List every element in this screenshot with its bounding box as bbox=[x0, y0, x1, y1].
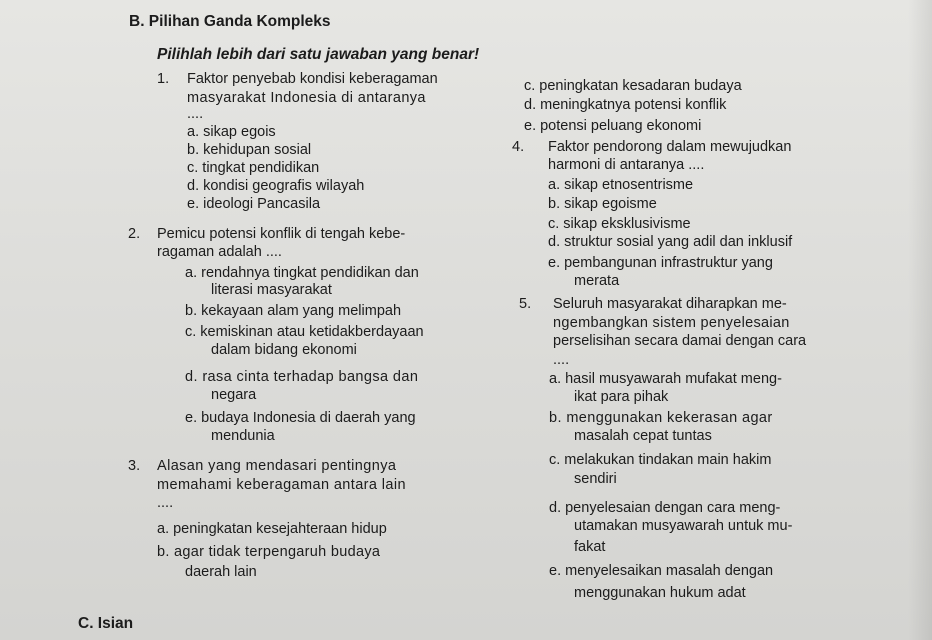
section-c-title: C. Isian bbox=[78, 615, 134, 632]
q1-stem-line2: masyarakat Indonesia di antaranya bbox=[187, 90, 426, 106]
q1-option-b: b. kehidupan sosial bbox=[187, 142, 312, 158]
q5-number: 5. bbox=[519, 296, 532, 312]
q2-option-c-line2: dalam bidang ekonomi bbox=[211, 342, 357, 358]
q4-stem-line2: harmoni di antaranya .... bbox=[548, 157, 705, 173]
q5-option-c-line2: sendiri bbox=[574, 471, 617, 487]
q5-stem-line2: ngembangkan sistem penyelesaian bbox=[553, 315, 790, 331]
q3-option-a: a. peningkatan kesejahteraan hidup bbox=[157, 521, 387, 537]
q4-option-e-line1: e. pembangunan infrastruktur yang bbox=[548, 255, 773, 271]
q2-option-a-line1: a. rendahnya tingkat pendidikan dan bbox=[185, 265, 419, 281]
q2-option-e-line2: mendunia bbox=[211, 428, 275, 444]
q1-stem-line3: .... bbox=[187, 106, 204, 122]
q2-number: 2. bbox=[128, 226, 141, 242]
q4-stem-line1: Faktor pendorong dalam mewujudkan bbox=[548, 139, 792, 155]
q5-stem-line4: .... bbox=[553, 352, 570, 368]
q5-stem-line1: Seluruh masyarakat diharapkan me- bbox=[553, 296, 787, 312]
section-b-instruction: Pilihlah lebih dari satu jawaban yang benar! bbox=[157, 46, 480, 63]
q3-stem-line3: .... bbox=[157, 495, 174, 511]
q5-option-e-line1: e. menyelesaikan masalah dengan bbox=[549, 563, 774, 579]
q5-option-d-line2: utamakan musyawarah untuk mu- bbox=[574, 518, 793, 534]
q3-number: 3. bbox=[128, 458, 141, 474]
q3-option-e: e. potensi peluang ekonomi bbox=[524, 118, 702, 134]
q5-option-d-line3: fakat bbox=[574, 539, 606, 555]
q1-option-a: a. sikap egois bbox=[187, 124, 276, 140]
q3-option-d: d. meningkatnya potensi konflik bbox=[524, 97, 727, 113]
q3-option-c: c. peningkatan kesadaran budaya bbox=[524, 78, 742, 94]
q2-stem-line1: Pemicu potensi konflik di tengah kebe- bbox=[157, 226, 406, 242]
q2-option-d-line1: d. rasa cinta terhadap bangsa dan bbox=[185, 369, 419, 385]
q2-option-b: b. kekayaan alam yang melimpah bbox=[185, 303, 402, 319]
q5-option-b-line1: b. menggunakan kekerasan agar bbox=[549, 410, 773, 426]
q5-option-e-line2: menggunakan hukum adat bbox=[574, 585, 746, 601]
q2-option-e-line1: e. budaya Indonesia di daerah yang bbox=[185, 410, 416, 426]
q5-option-a-line1: a. hasil musyawarah mufakat meng- bbox=[549, 371, 782, 387]
q1-stem-line1: Faktor penyebab kondisi keberagaman bbox=[187, 71, 438, 87]
q4-option-a: a. sikap etnosentrisme bbox=[548, 177, 694, 193]
q3-stem-line2: memahami keberagaman antara lain bbox=[157, 477, 406, 493]
q2-option-a-line2: literasi masyarakat bbox=[211, 282, 332, 298]
q4-number: 4. bbox=[512, 139, 525, 155]
q5-option-b-line2: masalah cepat tuntas bbox=[574, 428, 712, 444]
q4-option-e-line2: merata bbox=[574, 273, 620, 289]
q1-option-e: e. ideologi Pancasila bbox=[187, 196, 321, 212]
page-edge-shadow bbox=[908, 0, 932, 640]
q1-number: 1. bbox=[157, 71, 170, 87]
q3-stem-line1: Alasan yang mendasari pentingnya bbox=[157, 458, 397, 474]
q1-option-d: d. kondisi geografis wilayah bbox=[187, 178, 365, 194]
q4-option-d: d. struktur sosial yang adil dan inklusif bbox=[548, 234, 793, 250]
q3-option-b-line1: b. agar tidak terpengaruh budaya bbox=[157, 544, 381, 560]
q3-option-b-line2: daerah lain bbox=[185, 564, 257, 580]
q2-option-c-line1: c. kemiskinan atau ketidakberdayaan bbox=[185, 324, 424, 340]
q4-option-c: c. sikap eksklusivisme bbox=[548, 216, 691, 232]
section-b-title: B. Pilihan Ganda Kompleks bbox=[129, 13, 331, 30]
q1-option-c: c. tingkat pendidikan bbox=[187, 160, 320, 176]
q5-option-a-line2: ikat para pihak bbox=[574, 389, 669, 405]
q2-option-d-line2: negara bbox=[211, 387, 257, 403]
q5-option-d-line1: d. penyelesaian dengan cara meng- bbox=[549, 500, 781, 516]
q4-option-b: b. sikap egoisme bbox=[548, 196, 657, 212]
q5-stem-line3: perselisihan secara damai dengan cara bbox=[553, 333, 807, 349]
q2-stem-line2: ragaman adalah .... bbox=[157, 244, 282, 260]
q5-option-c-line1: c. melakukan tindakan main hakim bbox=[549, 452, 772, 468]
